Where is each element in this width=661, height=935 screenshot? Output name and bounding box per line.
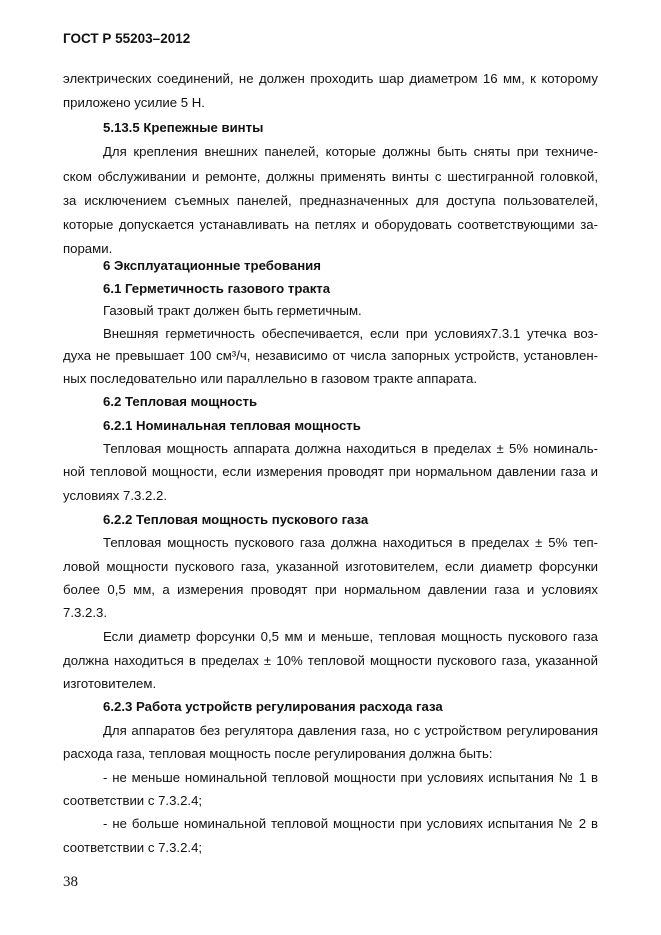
list-item-continuation: соответствии с 7.3.2.4;	[63, 840, 203, 855]
text-line: 7.3.2.3.	[63, 605, 107, 620]
text-line: которые допускается устанавливать на петлях и оборудовать соответствующими за-	[63, 217, 598, 232]
text-line: приложено усилие 5 Н.	[63, 95, 205, 110]
text-line: Внешняя герметичность обеспечивается, если при условиях7.3.1 утечка воз-	[103, 326, 598, 341]
text-line: ловой мощности пускового газа, указанной изготовителем, если диаметр форсунки	[63, 559, 598, 574]
section-heading: 6.2.2 Тепловая мощность пускового газа	[103, 512, 369, 527]
text-line: более 0,5 мм, а измерения проводят при нормальном давлении газа и условиях	[63, 582, 598, 597]
text-line: расхода газа, тепловая мощность после регулирования должна быть:	[63, 746, 493, 761]
text-line: ском обслуживании и ремонте, должны применять винты с шестигранной головкой,	[63, 169, 598, 184]
section-heading: 6.2 Тепловая мощность	[103, 394, 258, 409]
text-line: Тепловая мощность аппарата должна находиться в пределах ± 5% номиналь-	[103, 441, 598, 456]
text-line: изготовителем.	[63, 676, 157, 691]
text-line: ных последовательно или параллельно в газовом тракте аппарата.	[63, 371, 478, 386]
section-heading: 5.13.5 Крепежные винты	[103, 120, 264, 135]
text-line: Для аппаратов без регулятора давления газа, но с устройством регулирования	[103, 723, 598, 738]
text-line: Для крепления внешних панелей, которые должны быть сняты при техниче-	[103, 144, 598, 159]
section-heading: 6.2.1 Номинальная тепловая мощность	[103, 418, 361, 433]
document-header: ГОСТ Р 55203–2012	[63, 31, 191, 46]
text-line: Тепловая мощность пускового газа должна находиться в пределах ± 5% теп-	[103, 535, 598, 550]
text-line: ной тепловой мощности, если измерения проводят при нормальном давлении газа и	[63, 464, 598, 479]
text-line: Если диаметр форсунки 0,5 мм и меньше, тепловая мощность пускового газа	[103, 629, 598, 644]
list-item: - не меньше номинальной тепловой мощности при условиях испытания № 1 в	[103, 770, 598, 785]
list-item: - не больше номинальной тепловой мощности при условиях испытания № 2 в	[103, 816, 598, 831]
text-line: должна находиться в пределах ± 10% тепловой мощности пускового газа, указанной	[63, 653, 598, 668]
text-line: условиях 7.3.2.2.	[63, 488, 167, 503]
list-item-continuation: соответствии с 7.3.2.4;	[63, 793, 203, 808]
section-heading: 6 Эксплуатационные требования	[103, 258, 321, 273]
text-line: духа не превышает 100 см³/ч, независимо от числа запорных устройств, установлен-	[63, 348, 598, 363]
section-heading: 6.1 Герметичность газового тракта	[103, 281, 331, 296]
text-line: электрических соединений, не должен проходить шар диаметром 16 мм, к которому	[63, 71, 598, 86]
text-line: Газовый тракт должен быть герметичным.	[103, 303, 362, 318]
page-number: 38	[63, 874, 78, 890]
text-line: порами.	[63, 241, 113, 256]
section-heading: 6.2.3 Работа устройств регулирования расхода газа	[103, 699, 443, 714]
text-line: за исключением съемных панелей, предназначенных для доступа пользователей,	[63, 193, 598, 208]
